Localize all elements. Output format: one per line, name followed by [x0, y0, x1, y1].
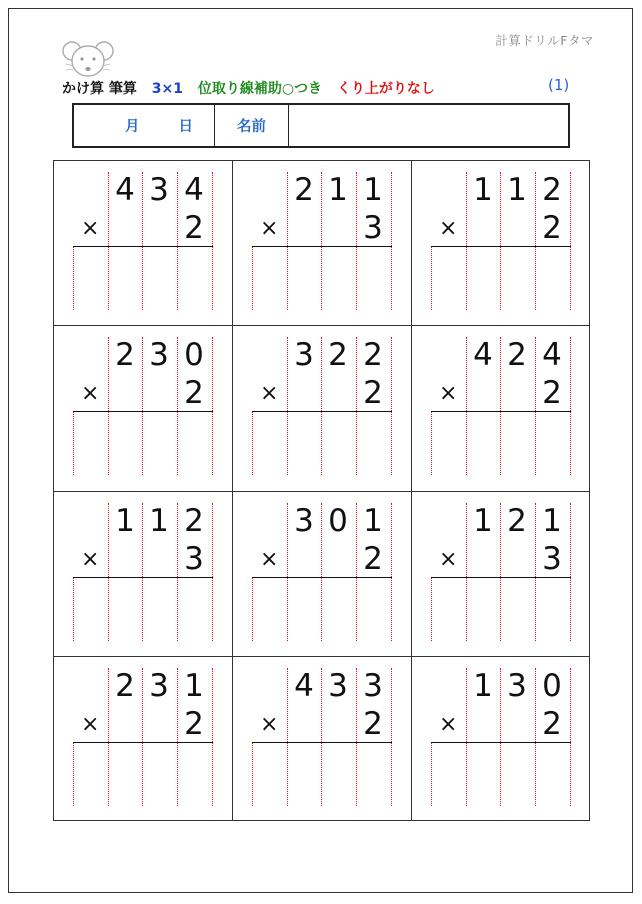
problem-cell [54, 657, 233, 820]
guide-line [252, 247, 253, 310]
problem-cell [412, 161, 589, 326]
worksheet-title [62, 78, 445, 98]
guide-line [212, 503, 213, 641]
times-sign: × [81, 381, 100, 406]
guide-line [431, 743, 432, 806]
multiplicand-digit: 3 [149, 337, 169, 373]
title-operation: かけ算 筆算 [62, 81, 137, 97]
times-sign: × [81, 547, 100, 572]
guide-line [212, 337, 213, 475]
page-number: (1) [548, 76, 570, 94]
multiplicand-digit: 2 [294, 172, 314, 208]
title-carry: くり上がりなし [336, 81, 435, 97]
problem-cell [412, 657, 589, 820]
multiplicand-digit: 2 [328, 337, 348, 373]
multiplicand-digit: 3 [363, 668, 383, 704]
multiplicand-digit: 3 [294, 337, 314, 373]
guide-line [431, 247, 432, 310]
brand-label: 計算ドリルFタマ [495, 33, 594, 48]
multiplier-digit: 2 [184, 375, 204, 411]
multiplicand-digit: 1 [149, 503, 169, 539]
guide-line [212, 172, 213, 310]
multiplicand-digit: 0 [184, 337, 204, 373]
times-sign: × [439, 712, 458, 737]
guide-line [73, 743, 74, 806]
title-guide: 位取り線補助○つき [197, 81, 323, 97]
times-sign: × [81, 216, 100, 241]
multiplier-digit: 2 [542, 375, 562, 411]
multiplicand-digit: 1 [473, 503, 493, 539]
date-cell[interactable] [74, 105, 215, 146]
multiplier-digit: 2 [542, 706, 562, 742]
multiplicand-digit: 2 [115, 337, 135, 373]
guide-line [570, 503, 571, 641]
times-sign: × [260, 547, 279, 572]
multiplicand-digit: 2 [115, 668, 135, 704]
multiplicand-digit: 1 [542, 503, 562, 539]
multiplier-digit: 3 [363, 210, 383, 246]
multiplicand-digit: 2 [363, 337, 383, 373]
times-sign: × [260, 712, 279, 737]
guide-line [73, 578, 74, 641]
multiplicand-digit: 3 [328, 668, 348, 704]
multiplicand-digit: 0 [328, 503, 348, 539]
guide-line [431, 412, 432, 475]
month-label: 月 [125, 119, 140, 135]
multiplicand-digit: 1 [507, 172, 527, 208]
guide-line [73, 412, 74, 475]
problem-cell [412, 492, 589, 657]
problem-grid [53, 160, 590, 821]
problem-cell [233, 161, 412, 326]
multiplicand-digit: 3 [294, 503, 314, 539]
times-sign: × [260, 216, 279, 241]
problem-cell [54, 326, 233, 492]
multiplicand-digit: 4 [473, 337, 493, 373]
guide-line [391, 337, 392, 475]
multiplier-digit: 2 [363, 375, 383, 411]
guide-line [391, 503, 392, 641]
name-date-box [72, 103, 570, 148]
guide-line [570, 337, 571, 475]
problem-cell [233, 492, 412, 657]
guide-line [252, 743, 253, 806]
multiplicand-digit: 2 [507, 337, 527, 373]
name-label: 名前 [215, 105, 289, 146]
multiplicand-digit: 2 [184, 503, 204, 539]
guide-line [570, 668, 571, 806]
multiplicand-digit: 3 [507, 668, 527, 704]
multiplier-digit: 2 [363, 706, 383, 742]
times-sign: × [260, 381, 279, 406]
multiplicand-digit: 3 [149, 172, 169, 208]
multiplier-digit: 3 [542, 541, 562, 577]
guide-line [391, 668, 392, 806]
multiplicand-digit: 4 [184, 172, 204, 208]
guide-line [252, 578, 253, 641]
times-sign: × [439, 216, 458, 241]
problem-cell [54, 492, 233, 657]
name-field[interactable] [289, 105, 568, 146]
multiplicand-digit: 1 [184, 668, 204, 704]
title-format: 3×1 [151, 81, 183, 97]
multiplicand-digit: 1 [473, 172, 493, 208]
problem-cell [412, 326, 589, 492]
problem-cell [233, 657, 412, 820]
multiplicand-digit: 1 [363, 503, 383, 539]
times-sign: × [439, 381, 458, 406]
times-sign: × [439, 547, 458, 572]
multiplicand-digit: 0 [542, 668, 562, 704]
multiplicand-digit: 2 [507, 503, 527, 539]
multiplier-digit: 3 [184, 541, 204, 577]
guide-line [570, 172, 571, 310]
mouse-face-icon [61, 39, 115, 79]
multiplier-digit: 2 [363, 541, 383, 577]
multiplicand-digit: 3 [149, 668, 169, 704]
multiplicand-digit: 1 [328, 172, 348, 208]
multiplicand-digit: 2 [542, 172, 562, 208]
guide-line [391, 172, 392, 310]
multiplicand-digit: 1 [473, 668, 493, 704]
guide-line [252, 412, 253, 475]
guide-line [212, 668, 213, 806]
multiplicand-digit: 4 [115, 172, 135, 208]
times-sign: × [81, 712, 100, 737]
multiplier-digit: 2 [184, 210, 204, 246]
problem-cell [233, 326, 412, 492]
multiplicand-digit: 4 [294, 668, 314, 704]
day-label: 日 [178, 119, 193, 135]
multiplicand-digit: 4 [542, 337, 562, 373]
problem-cell [54, 161, 233, 326]
guide-line [73, 247, 74, 310]
multiplier-digit: 2 [542, 210, 562, 246]
multiplier-digit: 2 [184, 706, 204, 742]
multiplicand-digit: 1 [115, 503, 135, 539]
multiplicand-digit: 1 [363, 172, 383, 208]
guide-line [431, 578, 432, 641]
